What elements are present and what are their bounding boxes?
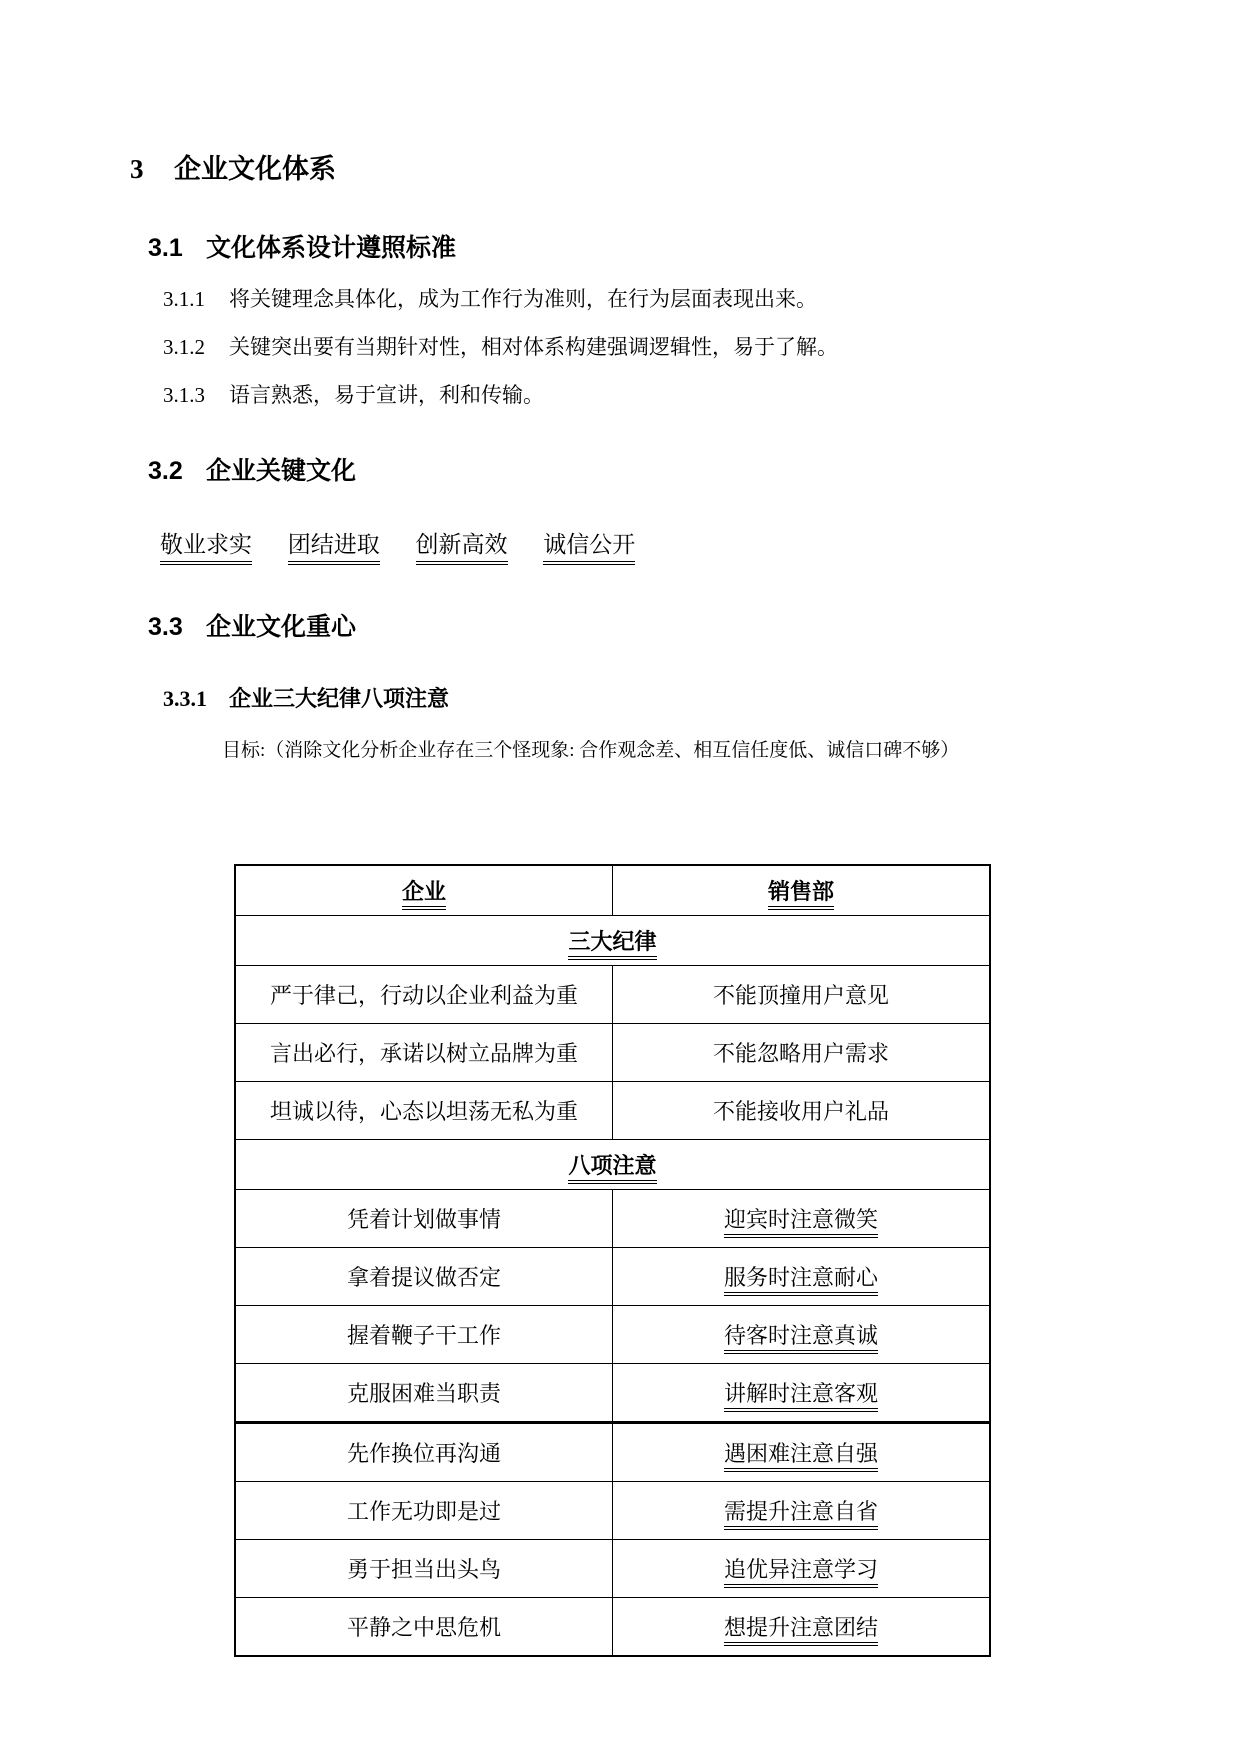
- attention-sales-cell: [613, 1598, 991, 1657]
- table-row: [235, 1482, 990, 1540]
- attention-sales-cell: [613, 1364, 991, 1423]
- keyword-2: 团结进取: [288, 526, 380, 565]
- heading-3-3-title: 企业文化重心: [206, 614, 357, 641]
- table-header-row: [235, 865, 990, 916]
- discipline-sales-cell: 不能忽略用户需求: [613, 1024, 991, 1082]
- table-row: [235, 1190, 990, 1248]
- keyword-1: 敬业求实: [160, 526, 252, 565]
- item-3-1-1: [130, 285, 1121, 313]
- goal-line: 目标:（消除文化分析企业存在三个怪现象: 合作观念差、相互信任度低、诚信口碑不够）: [222, 740, 960, 761]
- heading-3-2: [130, 455, 1121, 488]
- heading-3-3-number: 3.3: [148, 613, 183, 641]
- attention-enterprise-cell: 平静之中思危机: [235, 1598, 613, 1657]
- attention-sales-cell: [613, 1306, 991, 1364]
- item-3-1-3-number: 3.1.3: [163, 383, 205, 407]
- heading-3-3-1-title: 企业三大纪律八项注意: [229, 686, 450, 711]
- attention-section-cell: [235, 1140, 990, 1190]
- table-row: [235, 1248, 990, 1306]
- heading-3-3-1-number: 3.3.1: [163, 686, 207, 711]
- discipline-section-label: 三大纪律: [568, 929, 656, 960]
- attention-sales-text: 服务时注意耐心: [724, 1265, 878, 1296]
- discipline-enterprise-cell: 严于律己，行动以企业利益为重: [235, 966, 613, 1024]
- table-row: [235, 1024, 990, 1082]
- attention-sales-cell: [613, 1540, 991, 1598]
- attention-section-row: [235, 1140, 990, 1190]
- table-row: [235, 966, 990, 1024]
- attention-enterprise-cell: 凭着计划做事情: [235, 1190, 613, 1248]
- discipline-section-row: [235, 916, 990, 966]
- table-row: [235, 1423, 990, 1482]
- heading-3-1: [130, 232, 1121, 265]
- heading-3-2-number: 3.2: [148, 457, 183, 485]
- item-3-1-3: [130, 381, 1121, 409]
- heading-3-3-1: [130, 684, 1121, 714]
- heading-3-2-title: 企业关键文化: [206, 458, 357, 485]
- attention-sales-text: 迎宾时注意微笑: [724, 1207, 878, 1238]
- heading-3: [130, 152, 1121, 186]
- attention-section-label: 八项注意: [568, 1153, 656, 1184]
- item-3-1-2: [130, 333, 1121, 361]
- discipline-enterprise-cell: 言出必行，承诺以树立品牌为重: [235, 1024, 613, 1082]
- attention-sales-cell: [613, 1423, 991, 1482]
- item-3-1-2-number: 3.1.2: [163, 335, 205, 359]
- discipline-sales-cell: 不能接收用户礼品: [613, 1082, 991, 1140]
- attention-enterprise-cell: 工作无功即是过: [235, 1482, 613, 1540]
- item-3-1-1-number: 3.1.1: [163, 287, 205, 311]
- attention-enterprise-cell: 拿着提议做否定: [235, 1248, 613, 1306]
- item-3-1-2-text: 关键突出要有当期针对性，相对体系构建强调逻辑性，易于了解。: [229, 335, 838, 359]
- discipline-section-cell: [235, 916, 990, 966]
- attention-sales-text: 想提升注意团结: [724, 1615, 878, 1646]
- attention-sales-text: 追优异注意学习: [724, 1557, 878, 1588]
- header-enterprise-label: 企业: [402, 879, 446, 910]
- heading-3-3: [130, 611, 1121, 644]
- attention-enterprise-cell: 先作换位再沟通: [235, 1423, 613, 1482]
- heading-3-number: 3: [130, 154, 144, 184]
- keyword-4: 诚信公开: [543, 526, 635, 565]
- discipline-sales-cell: 不能顶撞用户意见: [613, 966, 991, 1024]
- discipline-enterprise-cell: 坦诚以待，心态以坦荡无私为重: [235, 1082, 613, 1140]
- table-row: [235, 1306, 990, 1364]
- attention-sales-text: 需提升注意自省: [724, 1499, 878, 1530]
- table-row: [235, 1082, 990, 1140]
- table-row: [235, 1540, 990, 1598]
- key-culture-keywords: [130, 526, 1121, 565]
- table-row: [235, 1364, 990, 1423]
- attention-sales-cell: [613, 1190, 991, 1248]
- table-row: [235, 1598, 990, 1657]
- keyword-3: 创新高效: [416, 526, 508, 565]
- attention-enterprise-cell: 握着鞭子干工作: [235, 1306, 613, 1364]
- attention-sales-text: 遇困难注意自强: [724, 1441, 878, 1472]
- attention-sales-cell: [613, 1482, 991, 1540]
- heading-3-1-number: 3.1: [148, 234, 183, 262]
- item-3-1-3-text: 语言熟悉，易于宣讲，利和传输。: [229, 383, 544, 407]
- heading-3-title: 企业文化体系: [174, 154, 336, 184]
- attention-sales-text: 待客时注意真诚: [724, 1323, 878, 1354]
- attention-sales-text: 讲解时注意客观: [724, 1381, 878, 1412]
- header-cell-enterprise: [235, 865, 613, 916]
- item-3-1-1-text: 将关键理念具体化，成为工作行为准则，在行为层面表现出来。: [229, 287, 817, 311]
- header-cell-sales: [613, 865, 991, 916]
- attention-sales-cell: [613, 1248, 991, 1306]
- attention-enterprise-cell: 勇于担当出头鸟: [235, 1540, 613, 1598]
- header-sales-label: 销售部: [768, 879, 834, 910]
- heading-3-1-title: 文化体系设计遵照标准: [206, 235, 457, 262]
- attention-enterprise-cell: 克服困难当职责: [235, 1364, 613, 1423]
- discipline-attention-table: [234, 864, 991, 1657]
